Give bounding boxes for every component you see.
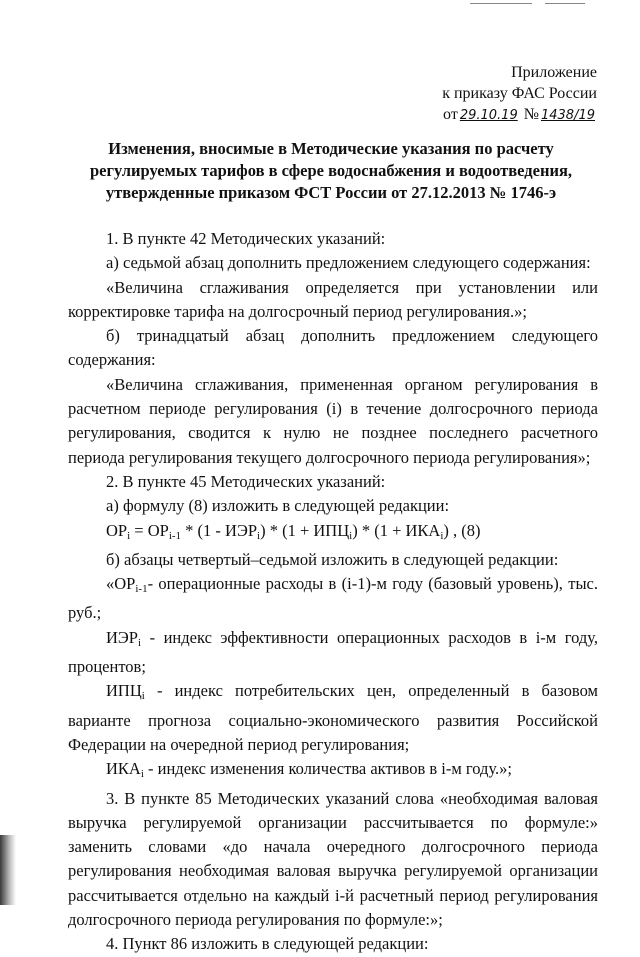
definition-ipc: $ИПЦ_i$ - индекс потребительских цен, определенный в базовом варианте прогноза социально-экономического развития Российской Федерации на очередной период регулирования; [68, 681, 598, 754]
handwritten-date: 29.10.19 [459, 108, 518, 123]
appendix-label: Приложение [511, 64, 597, 81]
paragraph-item-3: 3. В пункте 85 Методических указаний слова «необходимая валовая выручка регулируемой организации рассчитывается по формуле:» заменить словами «до начала очередного долгосрочного периода регулирования необходимая валовая выручка регулируемой организации рассчитывается отдельно на каждый i-й расчетный период регулирования долгосрочного периода регулирования по формуле:»; [68, 788, 598, 930]
formula-8: $ОР_i = ОР_{i-1} * (1 - ИЭР_i) * (1 + ИПЦ_i) * (1 + ИКА_i)$ , (8) [106, 520, 481, 542]
paragraph-item-4: 4. Пункт 86 изложить в следующей редакции: [106, 934, 429, 954]
document-title: Изменения, вносимые в Методические указания по расчету регулируемых тарифов в сфере водоснабжения и водоотведения, утвержденные приказом ФСТ России от 27.12.2013 № 1746-э [89, 139, 573, 202]
paragraph-item-2: 2. В пункте 45 Методических указаний: [106, 471, 386, 491]
definition-ika: $ИКА_i$ - индекс изменения количества активов в i-м году.»; [106, 759, 513, 781]
definition-ier: $ИЭР_i$ - индекс эффективности операционных расходов в i-м году, процентов; [68, 627, 598, 677]
definition-or: «$ОР_{i-1}-$ операционные расходы в (i-1)-м году (базовый уровень), тыс. руб.; [68, 574, 598, 623]
order-reference: к приказу ФАС России [442, 85, 597, 102]
paragraph-quote-1: «Величина сглаживания определяется при установлении или корректировке тарифа на долгосрочный период регулирования.»; [68, 277, 598, 321]
handwritten-number: 1438/19 [540, 108, 595, 123]
date-prefix: от [443, 106, 458, 123]
paragraph-item-1: 1. В пункте 42 Методических указаний: [106, 229, 386, 248]
scan-artifact-line [470, 3, 532, 4]
document-body [68, 227, 598, 957]
paragraph-sub-a-2: а) формулу (8) изложить в следующей редакции: [106, 496, 450, 516]
scan-edge-shadow [0, 835, 16, 905]
paragraph-sub-a: а) седьмой абзац дополнить предложением следующего содержания: [106, 253, 591, 273]
appendix-block [442, 62, 597, 126]
number-prefix: № [523, 106, 539, 123]
paragraph-sub-b: б) тринадцатый абзац дополнить предложением следующего содержания: [68, 326, 598, 370]
scan-artifact-line [545, 3, 585, 4]
paragraph-quote-2: «Величина сглаживания, примененная органом регулирования в расчетном периоде регулирования (i) в течение долгосрочного периода регулирования, сводится к нулю не позднее последнего расчетного периода регулирования текущего долгосрочного периода регулирования»; [68, 374, 598, 467]
paragraph-sub-b-2: б) абзацы четвертый–седьмой изложить в следующей редакции: [106, 549, 559, 569]
order-date-number [442, 104, 597, 126]
